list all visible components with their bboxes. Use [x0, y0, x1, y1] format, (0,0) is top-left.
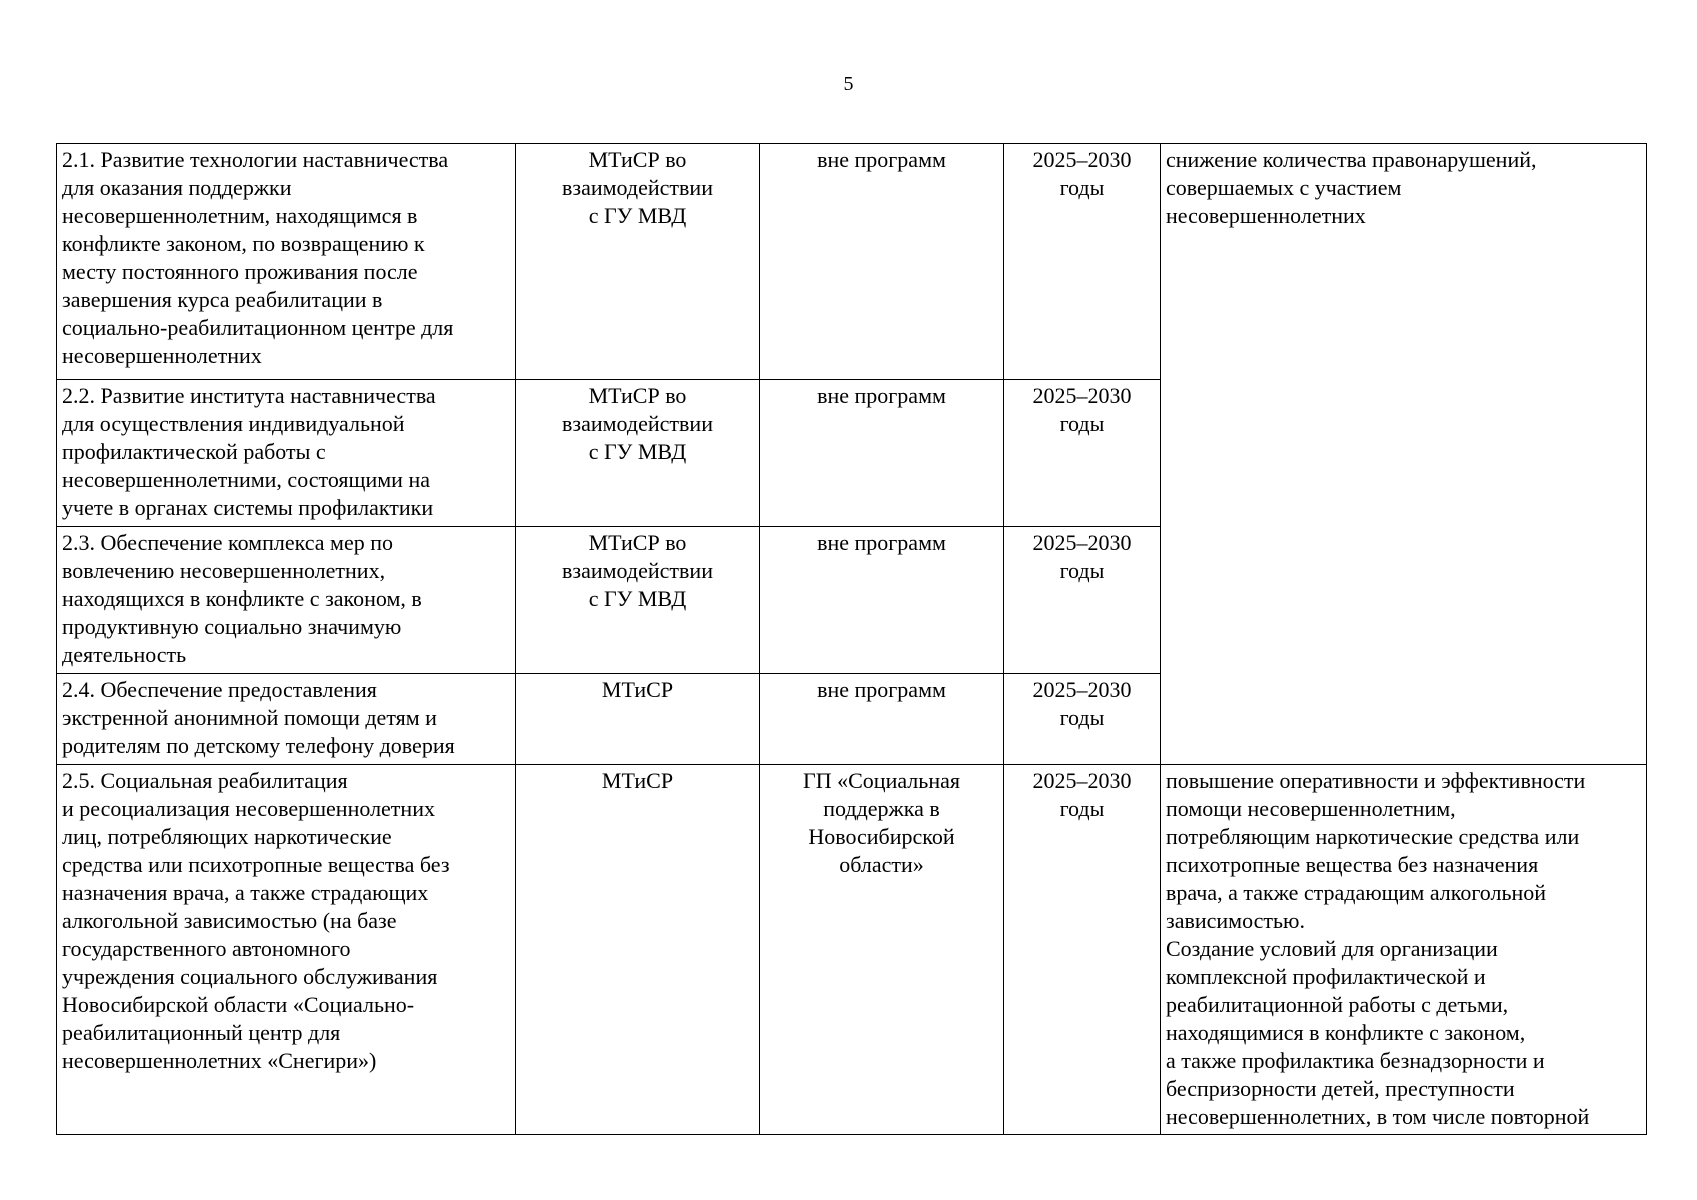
page-number: 5 [843, 73, 854, 95]
period-cell [1004, 527, 1161, 674]
funding-text: вне программ [817, 383, 946, 408]
event-text: 2.2. Развитие института наставничества для осуществления индивидуальной профилактической работы с несовершеннолетними, состоящими на учете в органах системы профилактики [62, 383, 436, 520]
event-cell [57, 527, 516, 674]
funding-cell [760, 527, 1004, 674]
result-text: повышение оперативности и эффективности помощи несовершеннолетним, потребляющим наркотические средства или психотропные вещества без назначения врача, а также страдающим алкогольной зависимостью. Создание условий для организации комплексной профилактической и реабилитационной работы с детьми, находящимися в конфликте с законом, а также профилактика безнадзорности и беспризорности детей, преступности несовершеннолетних, в том числе повторной [1166, 768, 1590, 1129]
period-text: 2025–2030 годы [1032, 768, 1132, 821]
period-cell [1004, 674, 1161, 765]
table-row [57, 765, 1647, 1135]
table-row [57, 144, 1647, 380]
period-text: 2025–2030 годы [1032, 677, 1132, 730]
executor-text: МТиСР [601, 768, 674, 793]
period-cell [1004, 380, 1161, 527]
funding-text: вне программ [817, 147, 946, 172]
result-cell [1161, 144, 1647, 765]
result-text: снижение количества правонарушений, совершаемых с участием несовершеннолетних [1166, 147, 1537, 228]
executor-cell [516, 765, 760, 1135]
executor-cell [516, 674, 760, 765]
executor-text: МТиСР во взаимодействии с ГУ МВД [562, 383, 713, 464]
period-text: 2025–2030 годы [1032, 147, 1132, 200]
event-text: 2.1. Развитие технологии наставничества для оказания поддержки несовершеннолетним, находящимся в конфликте законом, по возвращению к месту постоянного проживания после завершения курса реабилитации в социально-реабилитационном центре для несовершеннолетних [62, 147, 454, 368]
executor-text: МТиСР во взаимодействии с ГУ МВД [562, 530, 713, 611]
funding-text: ГП «Социальная поддержка в Новосибирской области» [803, 768, 960, 877]
period-cell [1004, 765, 1161, 1135]
event-text: 2.5. Социальная реабилитация и ресоциализация несовершеннолетних лиц, потребляющих наркотические средства или психотропные вещества без назначения врача, а также страдающих алкогольной зависимостью (на базе государственного автономного учреждения социального обслуживания Новосибирской области «Социально- реабилитационный центр для несовершеннолетних «Снегири») [62, 768, 450, 1073]
result-cell [1161, 765, 1647, 1135]
event-cell [57, 765, 516, 1135]
event-cell [57, 674, 516, 765]
funding-text: вне программ [817, 677, 946, 702]
event-cell [57, 144, 516, 380]
period-text: 2025–2030 годы [1032, 383, 1132, 436]
event-text: 2.4. Обеспечение предоставления экстренной анонимной помощи детям и родителям по детскому телефону доверия [62, 677, 455, 758]
funding-cell [760, 144, 1004, 380]
executor-text: МТиСР [601, 677, 674, 702]
funding-cell [760, 380, 1004, 527]
executor-cell [516, 527, 760, 674]
executor-cell [516, 144, 760, 380]
measures-table [56, 143, 1647, 1135]
executor-cell [516, 380, 760, 527]
event-cell [57, 380, 516, 527]
funding-cell [760, 765, 1004, 1135]
funding-cell [760, 674, 1004, 765]
funding-text: вне программ [817, 530, 946, 555]
period-text: 2025–2030 годы [1032, 530, 1132, 583]
event-text: 2.3. Обеспечение комплекса мер по вовлечению несовершеннолетних, находящихся в конфликте с законом, в продуктивную социально значимую деятельность [62, 530, 422, 667]
executor-text: МТиСР во взаимодействии с ГУ МВД [562, 147, 713, 228]
period-cell [1004, 144, 1161, 380]
